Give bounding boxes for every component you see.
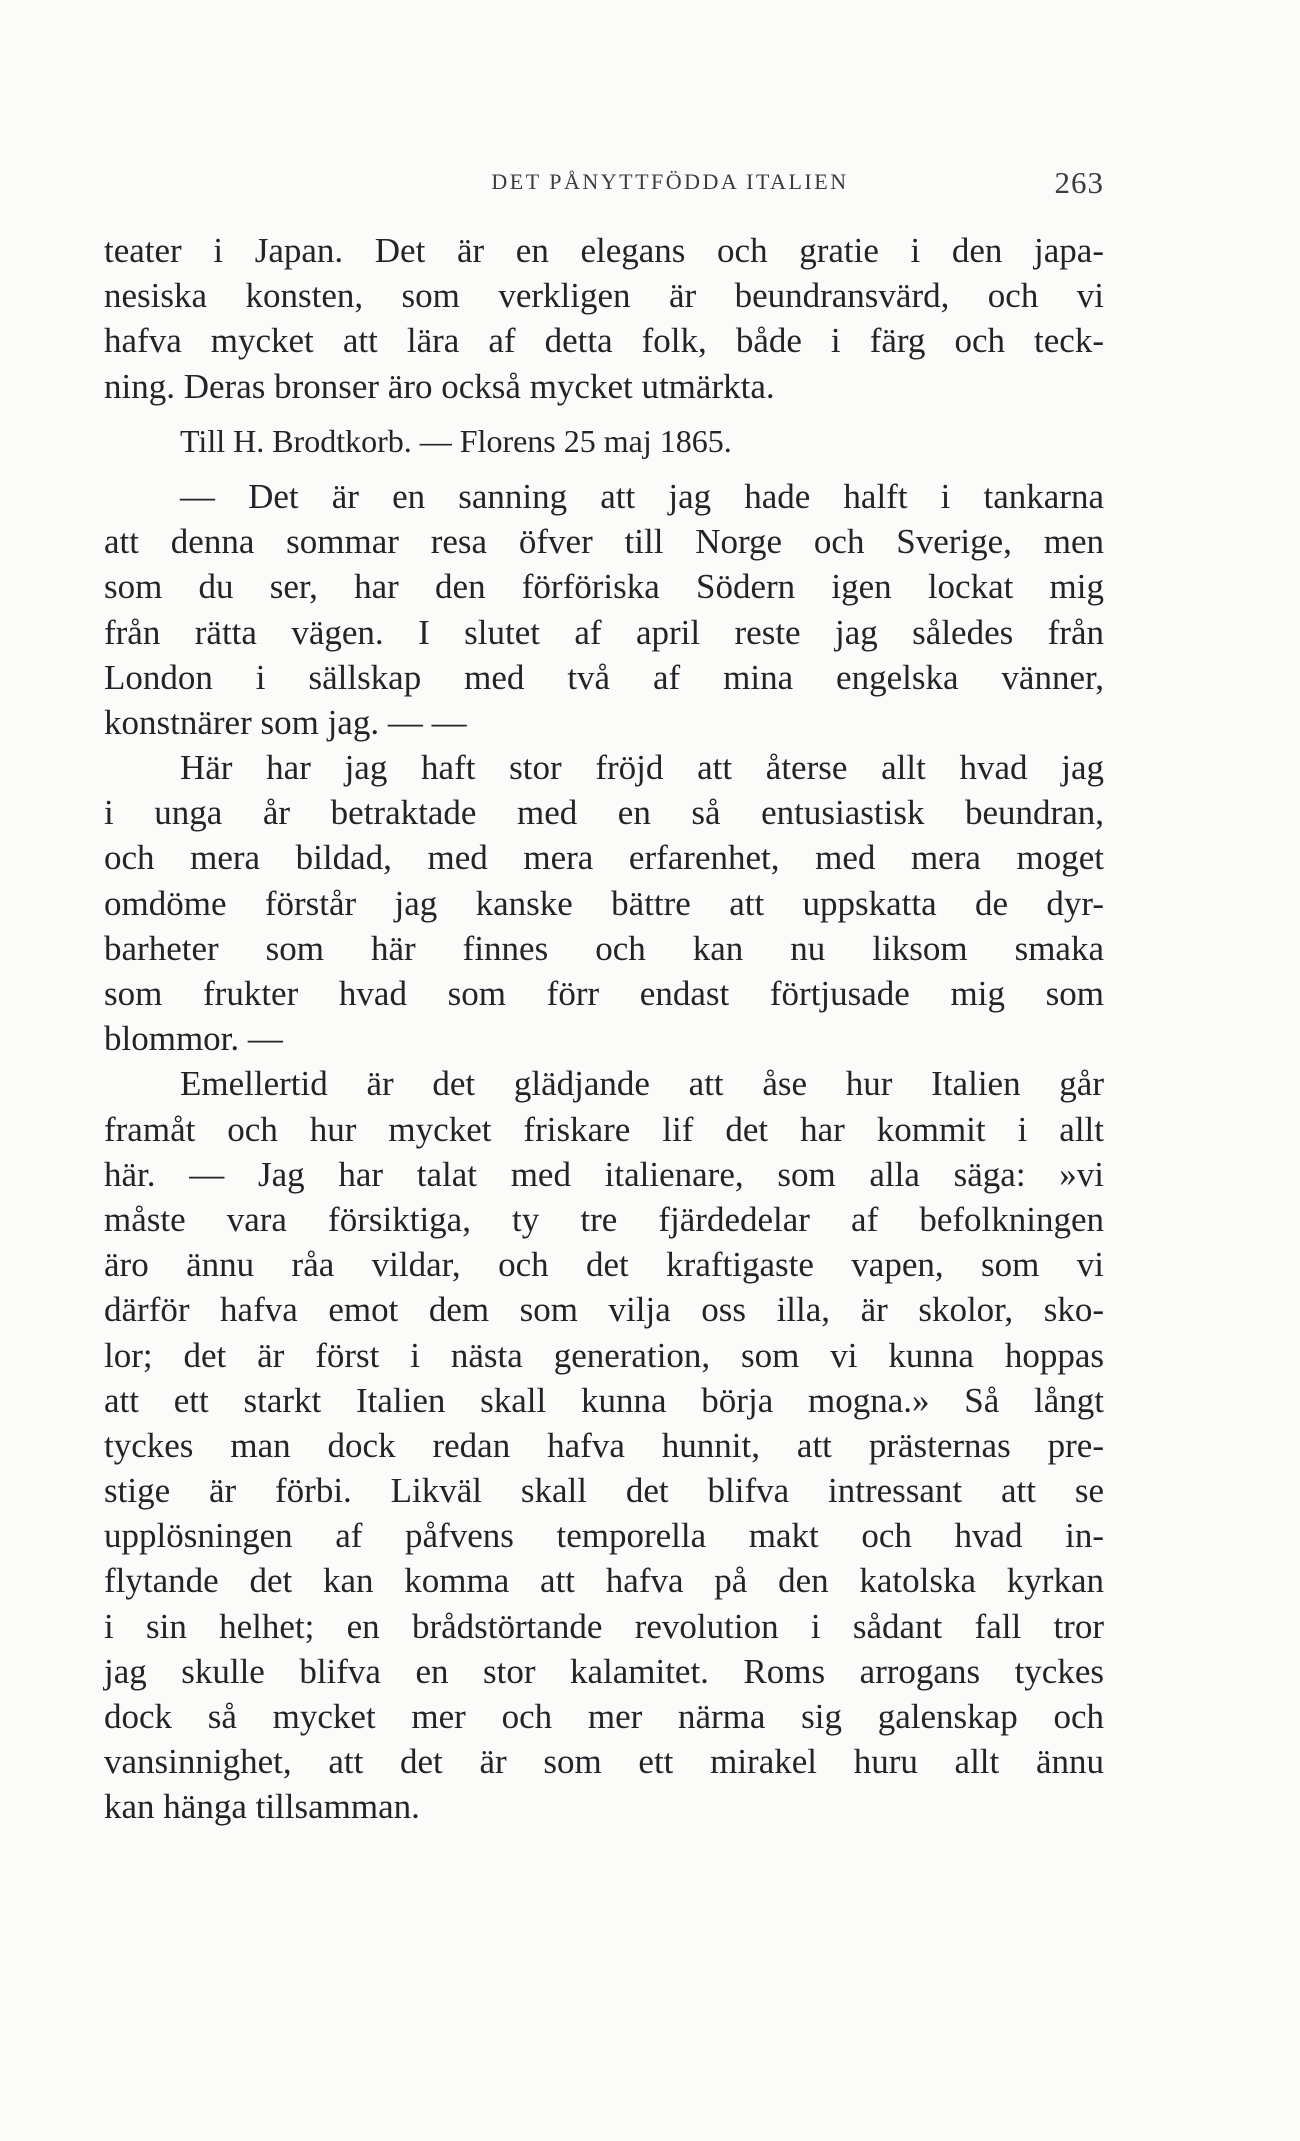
text-line: upplösningen af påfvens temporella makt och hvad in-	[104, 1516, 1104, 1556]
text-line: här. — Jag har talat med italienare, som alla säga: »vi	[104, 1154, 1104, 1194]
text-line: ning. Deras bronser äro också mycket utmärkta.	[104, 366, 775, 406]
text-line: flytande det kan komma att hafva på den katolska kyrkan	[104, 1561, 1104, 1601]
text-line: Här har jag haft stor fröjd att återse allt hvad jag	[180, 748, 1104, 788]
text-line: äro ännu råa vildar, och det kraftigaste vapen, som vi	[104, 1245, 1104, 1285]
text-line: stige är förbi. Likväl skall det blifva intressant att se	[104, 1471, 1104, 1511]
text-line: London i sällskap med två af mina engelska vänner,	[104, 657, 1104, 697]
text-line: blommor. —	[104, 1019, 283, 1059]
body-text	[104, 228, 1104, 1830]
text-line: dock så mycket mer och mer närma sig galenskap och	[104, 1697, 1104, 1736]
text-line: att denna sommar resa öfver till Norge och Sverige, men	[104, 522, 1104, 562]
text-line: som du ser, har den förföriska Södern igen lockat mig	[104, 567, 1104, 607]
text-line: och mera bildad, med mera erfarenhet, med mera moget	[104, 838, 1104, 878]
text-line: barheter som här finnes och kan nu liksom smaka	[104, 928, 1104, 968]
text-line: från rätta vägen. I slutet af april reste jag således från	[104, 612, 1104, 652]
text-line: måste vara försiktiga, ty tre fjärdedelar af befolkningen	[104, 1199, 1104, 1239]
letter-salutation: Till H. Brodtkorb. — Florens 25 maj 1865.	[180, 422, 732, 459]
text-line: att ett starkt Italien skall kunna börja mogna.» Så långt	[104, 1380, 1104, 1420]
text-line: nesiska konsten, som verkligen är beundransvärd, och vi	[104, 276, 1104, 316]
text-line: hafva mycket att lära af detta folk, både i färg och teck-	[104, 321, 1104, 361]
text-line: i sin helhet; en brådstörtande revolution i sådant fall tror	[104, 1606, 1104, 1646]
page-number: 263	[1054, 165, 1104, 200]
text-line: konstnärer som jag. — —	[104, 702, 467, 742]
text-line: lor; det är först i nästa generation, som vi kunna hoppas	[104, 1335, 1104, 1375]
text-line: omdöme förstår jag kanske bättre att uppskatta de dyr-	[104, 883, 1104, 923]
running-title: DET PÅNYTTFÖDDA ITALIEN	[491, 169, 849, 194]
text-line: framåt och hur mycket friskare lif det har kommit i allt	[104, 1109, 1104, 1149]
text-line: kan hänga tillsamman.	[104, 1787, 420, 1827]
text-line: tyckes man dock redan hafva hunnit, att prästernas pre-	[104, 1425, 1104, 1465]
running-head	[0, 165, 1300, 205]
text-line: — Det är en sanning att jag hade halft i tankarna	[180, 476, 1104, 516]
text-line: därför hafva emot dem som vilja oss illa, är skolor, sko-	[104, 1290, 1104, 1330]
text-line: teater i Japan. Det är en elegans och gratie i den japa-	[104, 231, 1104, 270]
text-line: som frukter hvad som förr endast förtjusade mig som	[104, 974, 1104, 1013]
text-line: Emellertid är det glädjande att åse hur Italien går	[180, 1064, 1104, 1104]
text-line: i unga år betraktade med en så entusiastisk beundran,	[104, 793, 1104, 833]
text-line: jag skulle blifva en stor kalamitet. Roms arrogans tyckes	[104, 1651, 1104, 1691]
text-line: vansinnighet, att det är som ett mirakel huru allt ännu	[104, 1742, 1104, 1782]
